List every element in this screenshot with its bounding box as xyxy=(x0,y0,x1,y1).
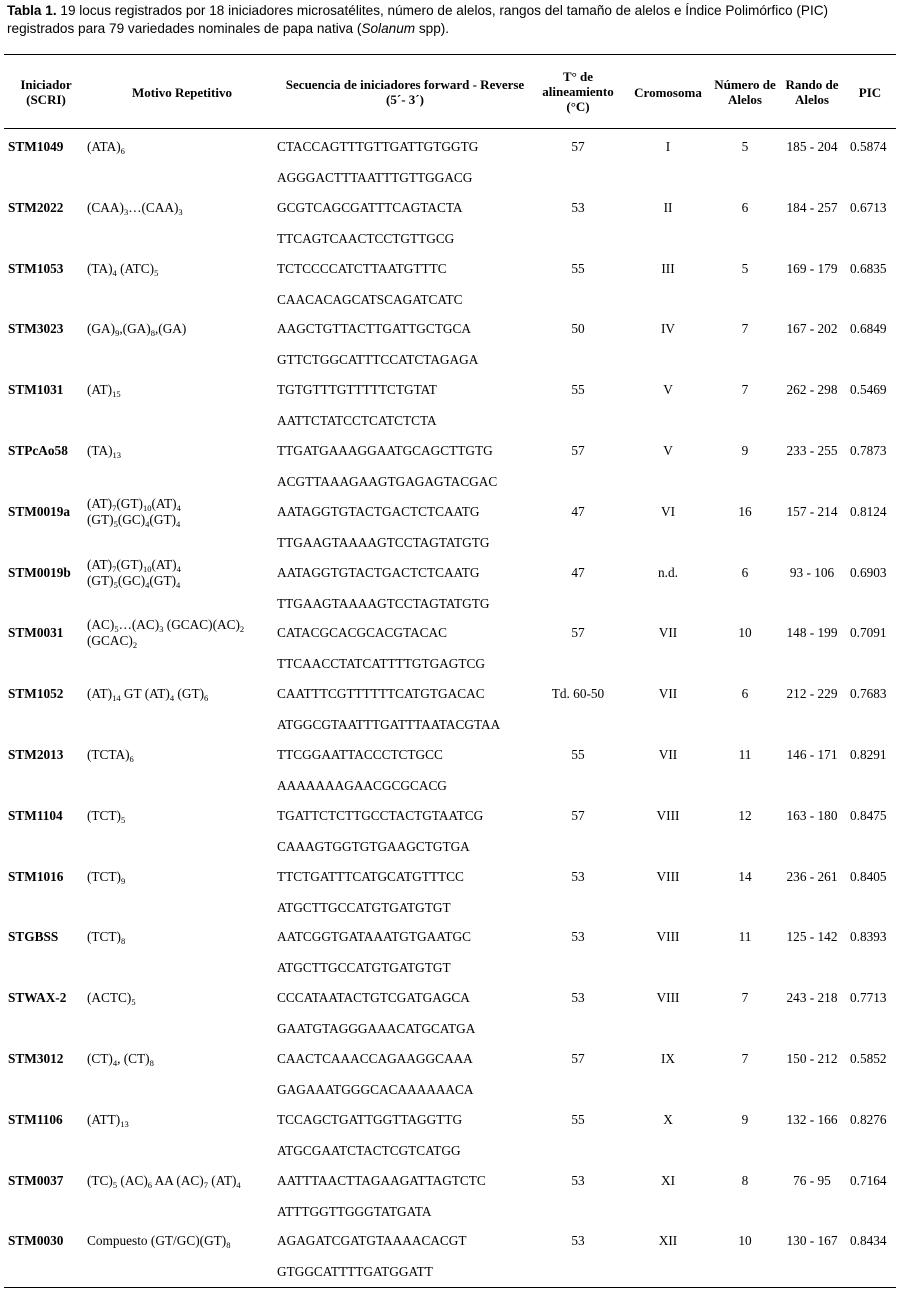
primer-name: STM0019b xyxy=(8,565,71,580)
repeat-motif xyxy=(87,139,273,155)
chromosome: IX xyxy=(660,1051,676,1066)
chromosome: VIII xyxy=(656,990,680,1005)
motif-segment: (GT) xyxy=(87,573,114,588)
allele-count: 6 xyxy=(741,565,749,580)
allele-range: 150 - 212 xyxy=(786,1051,838,1066)
motif-subscript: 2 xyxy=(239,624,245,634)
primer-name: STM1031 xyxy=(8,382,64,397)
motif-segment: (AT) xyxy=(87,557,113,572)
pic-value: 0.5874 xyxy=(850,139,887,154)
repeat-motif xyxy=(87,557,273,589)
allele-count: 11 xyxy=(738,747,752,762)
allele-count: 7 xyxy=(741,382,749,397)
motif-segment: (AC) xyxy=(87,617,115,632)
motif-subscript: 4 xyxy=(176,564,181,574)
motif-segment: (TCTA) xyxy=(87,747,130,762)
reverse-primer-sequence: ATTTGGTTGGGTATGATA xyxy=(277,1204,432,1219)
motif-subscript: 6 xyxy=(147,1180,153,1190)
motif-segment: …(CAA) xyxy=(128,200,179,215)
caption-species: Solanum xyxy=(361,20,416,36)
chromosome: II xyxy=(663,200,673,215)
motif-subscript: 5 xyxy=(112,1180,118,1190)
chromosome: XII xyxy=(658,1233,678,1248)
motif-segment: (AT) xyxy=(87,382,113,397)
annealing-temperature: 57 xyxy=(571,808,585,823)
chromosome: VII xyxy=(658,686,678,701)
reverse-primer-sequence: ATGCTTGCCATGTGATGTGT xyxy=(277,900,451,915)
allele-range: 169 - 179 xyxy=(786,261,838,276)
pic-value: 0.5852 xyxy=(850,1051,887,1066)
primer-name: STM1106 xyxy=(8,1112,63,1127)
reverse-primer-sequence: AAAAAAAGAACGCGCACG xyxy=(277,778,447,793)
pic-value: 0.7091 xyxy=(850,625,887,640)
repeat-motif xyxy=(87,321,273,337)
chromosome: I xyxy=(665,139,671,154)
primer-name: STM0019a xyxy=(8,504,71,519)
header-motivo: Motivo Repetitivo xyxy=(131,85,232,100)
motif-subscript: 10 xyxy=(142,564,152,574)
forward-primer-sequence: CTACCAGTTTGTTGATTGTGGTG xyxy=(277,139,479,154)
motif-subscript: 6 xyxy=(204,693,209,703)
repeat-motif xyxy=(87,1173,273,1189)
motif-segment: , (CT) xyxy=(117,1051,150,1066)
primer-name: STM0037 xyxy=(8,1173,64,1188)
forward-primer-sequence: AATAGGTGTACTGACTCTCAATG xyxy=(277,565,480,580)
motif-subscript: 8 xyxy=(120,936,126,946)
reverse-primer-sequence: GTTCTGGCATTTCCATCTAGAGA xyxy=(277,352,479,367)
header-secuencia: Secuencia de iniciadores forward - Reverse (5´- 3´) xyxy=(285,77,525,107)
reverse-primer-sequence: TTCAGTCAACTCCTGTTGCG xyxy=(277,231,455,246)
motif-segment: (GC) xyxy=(117,573,146,588)
primer-name: STM2013 xyxy=(8,747,64,762)
repeat-motif xyxy=(87,929,273,945)
motif-segment: (GT) xyxy=(116,557,143,572)
header-iniciador: Iniciador (SCRI) xyxy=(20,77,72,107)
repeat-motif xyxy=(87,496,273,528)
reverse-primer-sequence: GAATGTAGGGAAACATGCATGA xyxy=(277,1021,476,1036)
motif-subscript: 6 xyxy=(129,754,134,764)
allele-count: 16 xyxy=(738,504,752,519)
allele-count: 10 xyxy=(738,1233,752,1248)
motif-segment: (GA) xyxy=(87,321,116,336)
reverse-primer-sequence: ATGCGAATCTACTCGTCATGG xyxy=(277,1143,461,1158)
forward-primer-sequence: TCTCCCCATCTTAATGTTTC xyxy=(277,261,447,276)
annealing-temperature: 57 xyxy=(571,1051,585,1066)
pic-value: 0.8393 xyxy=(850,929,887,944)
allele-count: 5 xyxy=(741,261,749,276)
motif-subscript: 4 xyxy=(176,503,181,513)
motif-segment: (GT) xyxy=(174,686,205,701)
allele-range: 262 - 298 xyxy=(786,382,838,397)
motif-segment: (GT) xyxy=(149,512,177,527)
forward-primer-sequence: AATCGGTGATAAATGTGAATGC xyxy=(277,929,471,944)
motif-segment: Compuesto (GT/GC)(GT) xyxy=(87,1233,227,1248)
motif-subscript: 7 xyxy=(112,564,117,574)
reverse-primer-sequence: GAGAAATGGGCACAAAAAACA xyxy=(277,1082,474,1097)
annealing-temperature: 53 xyxy=(571,200,585,215)
forward-primer-sequence: AGAGATCGATGTAAAACACGT xyxy=(277,1233,467,1248)
motif-subscript: 4 xyxy=(169,693,175,703)
repeat-motif xyxy=(87,1051,273,1067)
allele-range: 167 - 202 xyxy=(786,321,838,336)
primer-name: STM1052 xyxy=(8,686,64,701)
annealing-temperature: 53 xyxy=(571,1173,585,1188)
primer-name: STGBSS xyxy=(8,929,59,944)
motif-segment: (GT) xyxy=(149,573,177,588)
repeat-motif xyxy=(87,808,273,824)
motif-subscript: 5 xyxy=(114,624,119,634)
motif-subscript: 6 xyxy=(120,146,125,156)
allele-count: 9 xyxy=(741,443,749,458)
motif-segment: (AT) xyxy=(87,686,113,701)
allele-range: 130 - 167 xyxy=(786,1233,838,1248)
motif-segment: …(AC) xyxy=(118,617,160,632)
reverse-primer-sequence: TTGAAGTAAAAGTCCTAGTATGTG xyxy=(277,596,490,611)
motif-segment: (ATT) xyxy=(87,1112,121,1127)
annealing-temperature: 47 xyxy=(571,565,585,580)
motif-segment: (TCT) xyxy=(87,808,121,823)
pic-value: 0.6835 xyxy=(850,261,887,276)
caption-label: Tabla 1. xyxy=(7,3,57,18)
annealing-temperature: 47 xyxy=(571,504,585,519)
primer-name: STWAX-2 xyxy=(8,990,67,1005)
forward-primer-sequence: TTCGGAATTACCCTCTGCC xyxy=(277,747,443,762)
repeat-motif xyxy=(87,200,273,216)
forward-primer-sequence: CAATTTCGTTTTTTCATGTGACAC xyxy=(277,686,485,701)
forward-primer-sequence: AATAGGTGTACTGACTCTCAATG xyxy=(277,504,480,519)
motif-segment: (GCAC)(AC) xyxy=(163,617,240,632)
primer-name: STM2022 xyxy=(8,200,64,215)
motif-subscript: 5 xyxy=(113,580,118,590)
allele-range: 148 - 199 xyxy=(786,625,838,640)
annealing-temperature: 53 xyxy=(571,990,585,1005)
reverse-primer-sequence: CAAAGTGGTGTGAAGCTGTGA xyxy=(277,839,470,854)
motif-subscript: 3 xyxy=(123,207,129,217)
pic-value: 0.8405 xyxy=(850,869,887,884)
pic-value: 0.8276 xyxy=(850,1112,887,1127)
pic-value: 0.8475 xyxy=(850,808,887,823)
motif-subscript: 9 xyxy=(120,876,126,886)
pic-value: 0.8124 xyxy=(850,504,887,519)
motif-segment: (AC) xyxy=(117,1173,148,1188)
pic-value: 0.7713 xyxy=(850,990,887,1005)
allele-range: 93 - 106 xyxy=(789,565,835,580)
allele-range: 212 - 229 xyxy=(786,686,838,701)
annealing-temperature: 55 xyxy=(571,261,585,276)
chromosome: n.d. xyxy=(658,565,678,580)
table-caption xyxy=(7,2,887,37)
pic-value: 0.7164 xyxy=(850,1173,887,1188)
allele-range: 76 - 95 xyxy=(793,1173,831,1188)
header-temperatura: T° de alineamiento (°C) xyxy=(542,69,614,114)
chromosome: IV xyxy=(660,321,676,336)
allele-range: 233 - 255 xyxy=(786,443,838,458)
allele-range: 236 - 261 xyxy=(786,869,838,884)
motif-subscript: 13 xyxy=(120,1119,129,1129)
annealing-temperature: 57 xyxy=(571,625,585,640)
annealing-temperature: 53 xyxy=(571,869,585,884)
header-pic: PIC xyxy=(858,85,882,100)
allele-count: 6 xyxy=(741,686,749,701)
allele-range: 125 - 142 xyxy=(786,929,838,944)
repeat-motif xyxy=(87,443,273,459)
forward-primer-sequence: AAGCTGTTACTTGATTGCTGCA xyxy=(277,321,471,336)
motif-subscript: 8 xyxy=(226,1240,231,1250)
motif-segment: (AT) xyxy=(87,496,113,511)
motif-segment: (GCAC) xyxy=(87,633,133,648)
annealing-temperature: 55 xyxy=(571,382,585,397)
motif-subscript: 4 xyxy=(176,580,181,590)
allele-count: 8 xyxy=(741,1173,749,1188)
motif-subscript: 5 xyxy=(131,997,136,1007)
header-rango-alelos: Rando de Alelos xyxy=(785,77,839,107)
motif-subscript: 4 xyxy=(145,580,150,590)
chromosome: VI xyxy=(660,504,676,519)
primer-name: STM1053 xyxy=(8,261,64,276)
motif-subscript: 5 xyxy=(113,519,118,529)
repeat-motif xyxy=(87,990,273,1006)
reverse-primer-sequence: TTGAAGTAAAAGTCCTAGTATGTG xyxy=(277,535,490,550)
motif-subscript: 4 xyxy=(236,1180,241,1190)
allele-count: 6 xyxy=(741,200,749,215)
chromosome: V xyxy=(663,382,673,397)
reverse-primer-sequence: ATGCTTGCCATGTGATGTGT xyxy=(277,960,451,975)
motif-subscript: 4 xyxy=(112,268,117,278)
repeat-motif xyxy=(87,1112,273,1128)
caption-text-end: spp). xyxy=(415,20,450,36)
repeat-motif xyxy=(87,382,273,398)
pic-value: 0.6713 xyxy=(850,200,887,215)
annealing-temperature: 53 xyxy=(571,1233,585,1248)
repeat-motif xyxy=(87,747,273,763)
allele-count: 7 xyxy=(741,1051,749,1066)
allele-count: 10 xyxy=(738,625,752,640)
motif-segment: ,(GA) xyxy=(154,321,187,336)
annealing-temperature: 53 xyxy=(571,929,585,944)
repeat-motif xyxy=(87,261,273,277)
motif-segment: (GT) xyxy=(116,496,143,511)
motif-segment: (CT) xyxy=(87,1051,113,1066)
reverse-primer-sequence: CAACACAGCATSCAGATCATC xyxy=(277,292,463,307)
primer-name: STM1016 xyxy=(8,869,64,884)
motif-segment: AA (AC) xyxy=(152,1173,204,1188)
motif-subscript: 4 xyxy=(145,519,150,529)
pic-value: 0.7873 xyxy=(850,443,887,458)
allele-range: 185 - 204 xyxy=(786,139,838,154)
table-top-rule xyxy=(4,54,896,55)
pic-value: 0.6903 xyxy=(850,565,887,580)
table-bottom-rule xyxy=(4,1287,896,1288)
annealing-temperature: Td. 60-50 xyxy=(551,686,605,701)
reverse-primer-sequence: AATTCTATCCTCATCTCTA xyxy=(277,413,437,428)
forward-primer-sequence: GCGTCAGCGATTTCAGTACTA xyxy=(277,200,463,215)
repeat-motif xyxy=(87,686,273,702)
motif-segment: (CAA) xyxy=(87,200,124,215)
motif-segment: (TC) xyxy=(87,1173,113,1188)
motif-subscript: 7 xyxy=(112,503,117,513)
repeat-motif xyxy=(87,617,273,649)
motif-segment: GT (AT) xyxy=(120,686,170,701)
chromosome: V xyxy=(663,443,673,458)
motif-segment: (AT) xyxy=(207,1173,237,1188)
motif-subscript: 9 xyxy=(115,328,120,338)
motif-segment: (TA) xyxy=(87,443,113,458)
motif-subscript: 15 xyxy=(112,389,121,399)
allele-range: 243 - 218 xyxy=(786,990,838,1005)
motif-segment: (AT) xyxy=(151,496,177,511)
annealing-temperature: 55 xyxy=(571,1112,585,1127)
allele-count: 12 xyxy=(738,808,752,823)
repeat-motif xyxy=(87,869,273,885)
motif-subscript: 7 xyxy=(203,1180,208,1190)
pic-value: 0.7683 xyxy=(850,686,887,701)
allele-range: 146 - 171 xyxy=(786,747,838,762)
chromosome: VII xyxy=(658,625,678,640)
pic-value: 0.5469 xyxy=(850,382,887,397)
forward-primer-sequence: CATACGCACGCACGTACAC xyxy=(277,625,448,640)
primer-name: STM3012 xyxy=(8,1051,64,1066)
primer-name: STM1049 xyxy=(8,139,64,154)
allele-count: 7 xyxy=(741,321,749,336)
forward-primer-sequence: AATTTAACTTAGAAGATTAGTCTC xyxy=(277,1173,486,1188)
allele-count: 5 xyxy=(741,139,749,154)
forward-primer-sequence: TCCAGCTGATTGGTTAGGTTG xyxy=(277,1112,463,1127)
motif-segment: ,(GA) xyxy=(119,321,151,336)
motif-subscript: 8 xyxy=(149,1058,154,1068)
repeat-motif xyxy=(87,1233,273,1249)
primer-name: STM1104 xyxy=(8,808,63,823)
primer-name: STM3023 xyxy=(8,321,64,336)
primer-name: STM0031 xyxy=(8,625,64,640)
motif-subscript: 8 xyxy=(150,328,155,338)
allele-range: 163 - 180 xyxy=(786,808,838,823)
motif-subscript: 5 xyxy=(154,268,159,278)
allele-count: 11 xyxy=(738,929,752,944)
allele-count: 9 xyxy=(741,1112,749,1127)
header-cromosoma: Cromosoma xyxy=(634,85,702,100)
motif-subscript: 10 xyxy=(142,503,152,513)
motif-subscript: 2 xyxy=(132,640,138,650)
pic-value: 0.6849 xyxy=(850,321,887,336)
pic-value: 0.8291 xyxy=(850,747,887,762)
chromosome: III xyxy=(661,261,675,276)
motif-segment: (GC) xyxy=(117,512,146,527)
reverse-primer-sequence: ACGTTAAAGAAGTGAGAGTACGAC xyxy=(277,474,498,489)
chromosome: VIII xyxy=(656,869,680,884)
chromosome: VIII xyxy=(656,808,680,823)
motif-segment: (TCT) xyxy=(87,869,121,884)
motif-segment: (ATC) xyxy=(116,261,155,276)
reverse-primer-sequence: TTCAACCTATCATTTTGTGAGTCG xyxy=(277,656,485,671)
motif-subscript: 14 xyxy=(112,693,121,703)
forward-primer-sequence: CCCATAATACTGTCGATGAGCA xyxy=(277,990,470,1005)
annealing-temperature: 50 xyxy=(571,321,585,336)
forward-primer-sequence: TTCTGATTTCATGCATGTTTCC xyxy=(277,869,464,884)
forward-primer-sequence: TGATTCTCTTGCCTACTGTAATCG xyxy=(277,808,484,823)
reverse-primer-sequence: GTGGCATTTTGATGGATT xyxy=(277,1264,433,1279)
allele-count: 14 xyxy=(738,869,752,884)
motif-subscript: 5 xyxy=(120,815,126,825)
motif-segment: (ACTC) xyxy=(87,990,132,1005)
motif-segment: (TA) xyxy=(87,261,113,276)
annealing-temperature: 57 xyxy=(571,139,585,154)
chromosome: VIII xyxy=(656,929,680,944)
chromosome: XI xyxy=(660,1173,676,1188)
motif-segment: (ATA) xyxy=(87,139,121,154)
motif-subscript: 13 xyxy=(112,450,122,460)
reverse-primer-sequence: AGGGACTTTAATTTGTTGGACG xyxy=(277,170,473,185)
motif-subscript: 3 xyxy=(159,624,164,634)
motif-segment: (AT) xyxy=(151,557,177,572)
motif-segment: (TCT) xyxy=(87,929,121,944)
allele-range: 132 - 166 xyxy=(786,1112,838,1127)
motif-subscript: 4 xyxy=(112,1058,118,1068)
header-numero-alelos: Número de Alelos xyxy=(714,77,776,107)
motif-segment: (GT) xyxy=(87,512,114,527)
forward-primer-sequence: TGTGTTTGTTTTTCTGTAT xyxy=(277,382,437,397)
forward-primer-sequence: TTGATGAAAGGAATGCAGCTTGTG xyxy=(277,443,493,458)
primer-name: STPcAo58 xyxy=(8,443,68,458)
chromosome: X xyxy=(663,1112,673,1127)
annealing-temperature: 57 xyxy=(571,443,585,458)
motif-subscript: 3 xyxy=(178,207,183,217)
caption-text: 19 locus registrados por 18 iniciadores microsatélites, número de alelos, rangos del tamaño de alelos e Índice Polimórfico (PIC) registrados para 79 variedades nominales de papa nativa ( xyxy=(7,3,829,36)
allele-count: 7 xyxy=(741,990,749,1005)
pic-value: 0.8434 xyxy=(850,1233,887,1248)
reverse-primer-sequence: ATGGCGTAATTTGATTTAATACGTAA xyxy=(277,717,501,732)
header-bottom-rule xyxy=(4,128,896,129)
annealing-temperature: 55 xyxy=(571,747,585,762)
forward-primer-sequence: CAACTCAAACCAGAAGGCAAA xyxy=(277,1051,473,1066)
primer-name: STM0030 xyxy=(8,1233,64,1248)
chromosome: VII xyxy=(658,747,678,762)
allele-range: 184 - 257 xyxy=(786,200,838,215)
allele-range: 157 - 214 xyxy=(786,504,838,519)
motif-subscript: 4 xyxy=(176,519,181,529)
